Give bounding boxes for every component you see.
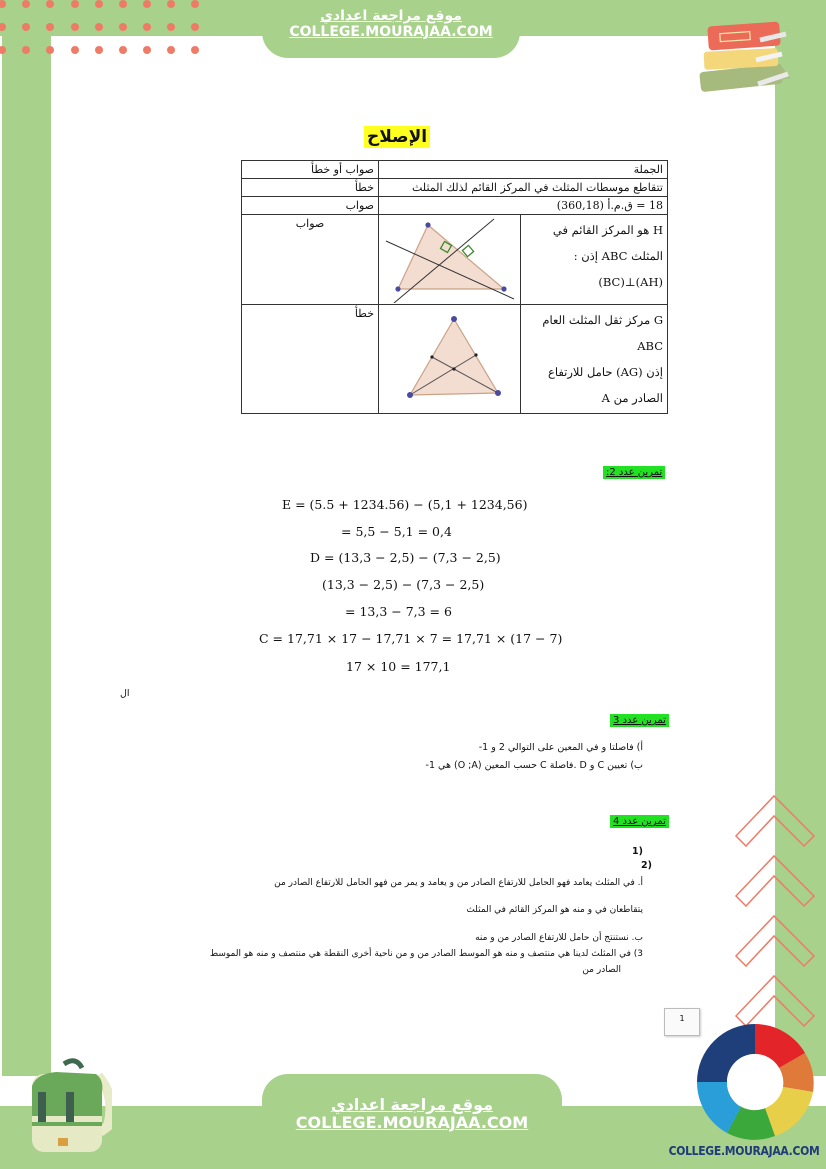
math-line: 17 × 10 = 177,1: [346, 659, 451, 674]
chevrons-decoration: [730, 790, 820, 1030]
school-logo-icon: [695, 1022, 815, 1142]
statement-cell: تتقاطع موسطات المثلث في المركز القائم لذلك المثلث: [379, 179, 668, 197]
math-line: (13,3 − 2,5) − (7,3 − 2,5): [322, 577, 485, 592]
math-line: D = (13,3 − 2,5) − (7,3 − 2,5): [310, 550, 501, 565]
header-site-name: موقع مراجعة اعدادي: [320, 8, 462, 24]
table-row: [242, 305, 668, 414]
exercise-4-item-1: (1: [632, 846, 643, 857]
exercise-3-item-b: ب) تعيين C و D .فاصلة C حسب المعين (O ;A) هي 1-: [425, 760, 643, 771]
dots-decoration: [0, 0, 220, 60]
true-false-table: [241, 160, 668, 414]
stray-text: ال: [120, 688, 130, 699]
footer-site-name: موقع مراجعة اعدادي: [330, 1095, 494, 1114]
footer-site-url[interactable]: COLLEGE.MOURAJAA.COM: [295, 1113, 529, 1133]
answer-cell: صواب: [242, 197, 379, 215]
left-frame-bar: [2, 36, 51, 1076]
exercise-4-item-2: (2: [641, 860, 652, 871]
exercise-4-item-3: 3) في المثلث لدينا هي منتصف و منه هو الموسط الصادر من و من ناحية أخرى النقطة هي منتصف و منه هو الموسط: [209, 949, 643, 959]
statement-cell: H هو المركز القائم في المثلث ABC إذن : (AH)⊥(BC): [521, 215, 668, 305]
header-brand[interactable]: [262, 8, 520, 40]
answer-cell: خطأ: [242, 305, 379, 414]
exercise-4-label: تمرين عدد 4: [610, 815, 669, 828]
statement-cell: 18 = ق.م.أ (360,18): [379, 197, 668, 215]
header-statement: الجملة: [379, 161, 668, 179]
answer-cell: خطأ: [242, 179, 379, 197]
table-row: [242, 215, 668, 305]
exercise-3-label: تمرين عدد 3: [610, 714, 669, 727]
exercise-3-item-a: أ) فاصلتا و في المعين على التوالي 2 و 1-: [478, 742, 643, 753]
document-title: الإصلاح: [364, 126, 430, 148]
math-line: C = 17,71 × 17 − 17,71 × 7 = 17,71 × (17 − 7): [259, 631, 563, 646]
math-line: E = (5.5 + 1234.56) − (5,1 + 1234,56): [282, 497, 528, 512]
exercise-4-item-2a: أ. في المثلث يعامد فهو الحامل للارتفاع الصادر من و يعامد و يمر من فهو الحامل للارتفاع الصادر من: [274, 878, 643, 888]
table-row: [242, 179, 668, 197]
books-icon: [690, 12, 798, 94]
figure-cell: [379, 215, 521, 305]
footer-brand[interactable]: [262, 1096, 562, 1133]
header-answer: صواب أو خطأ: [242, 161, 379, 179]
exercise-4-line: الصادر من: [582, 965, 621, 975]
math-line: = 5,5 − 5,1 = 0,4: [341, 524, 452, 539]
table-row: [242, 197, 668, 215]
table-header-row: [242, 161, 668, 179]
statement-cell: G مركز ثقل المثلث العام ABC إذن (AG) حامل للارتفاع الصادر من A: [521, 305, 668, 414]
backpack-icon: [16, 1056, 112, 1156]
exercise-2-label: تمرين عدد 2:: [603, 466, 665, 479]
header-site-url[interactable]: COLLEGE.MOURAJAA.COM: [289, 24, 493, 41]
exercise-4-line: يتقاطعان في و منه هو المركز القائم في المثلث: [466, 905, 643, 915]
answer-cell: صواب: [242, 215, 379, 305]
logo-url[interactable]: COLLEGE.MOURAJAA.COM: [668, 1144, 820, 1158]
figure-cell: [379, 305, 521, 414]
math-line: = 13,3 − 7,3 = 6: [345, 604, 452, 619]
page-number: 1: [664, 1008, 700, 1036]
centroid-triangle-figure: [384, 305, 520, 409]
orthocenter-triangle-figure: [384, 215, 520, 303]
exercise-4-item-2b: ب. نستنتج أن حامل للارتفاع الصادر من و منه: [475, 933, 643, 943]
